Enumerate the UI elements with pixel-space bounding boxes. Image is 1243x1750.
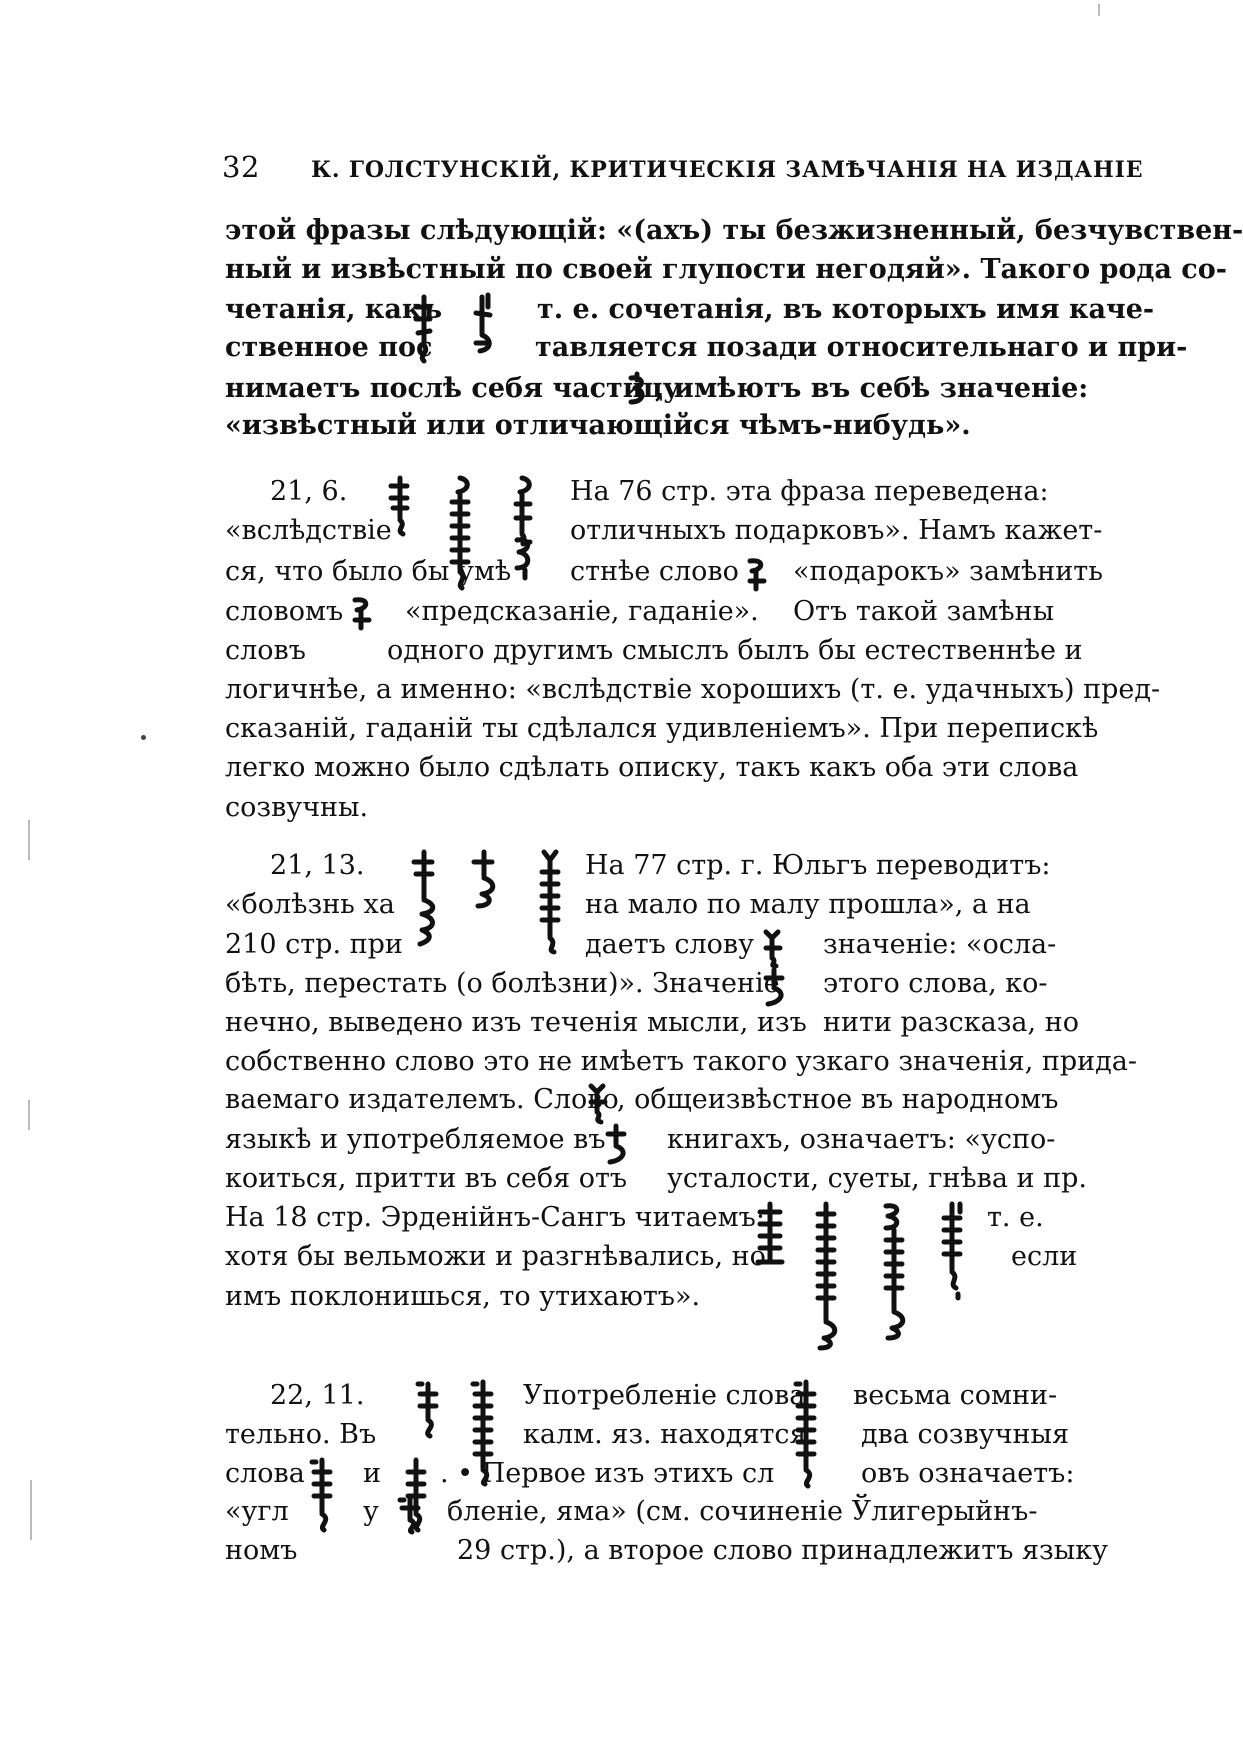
text-line	[225, 1159, 1087, 1199]
mongolian-script-word	[468, 848, 500, 910]
text-span: На 76 стр. эта фраза переведена:	[570, 476, 1049, 507]
text-line: этой фразы слѣдующій: «(ахъ) ты безжизненный, безчувствен-	[225, 215, 1243, 246]
text-span: даетъ слову	[585, 929, 755, 960]
text-span: у	[363, 1496, 379, 1527]
text-span: книгахъ, означаетъ: «успо-	[667, 1124, 1056, 1155]
text-span: «подарокъ» замѣнить	[793, 556, 1103, 587]
text-line	[225, 290, 1155, 330]
margin-mark	[1098, 4, 1100, 16]
text-span: бѣть, перестать (о болѣзни)». Значеніе	[225, 968, 780, 999]
text-line	[225, 552, 1103, 592]
text-span: 210 стр. при	[225, 929, 403, 960]
text-span: номъ	[225, 1535, 298, 1566]
mongolian-script-word	[583, 1082, 611, 1124]
text-line	[225, 472, 1060, 512]
text-span: ственное пос	[225, 332, 433, 363]
text-span: и	[363, 1458, 381, 1489]
text-line	[225, 1198, 1060, 1238]
text-span: ваемаго издателемъ. Слово	[225, 1084, 619, 1115]
text-span: языкѣ и употребляемое въ	[225, 1124, 606, 1155]
text-line: логичнѣе, а именно: «вслѣдствіе хорошихъ (т. е. удачныхъ) пред-	[225, 674, 1161, 705]
text-line: сказаній, гаданій ты сдѣлался удивленіемъ». При перепискѣ	[225, 713, 1099, 744]
text-span: бленіе, яма» (см. сочиненіе Ўлигерыйнъ-	[447, 1496, 1038, 1527]
mongolian-script-word	[394, 1494, 424, 1534]
mongolian-script-word	[878, 1200, 910, 1340]
mongolian-script-word	[509, 534, 537, 580]
text-span: тельно. Въ	[225, 1419, 377, 1450]
text-line	[225, 1376, 1060, 1416]
text-span: На 77 стр. г. Юльгъ переводитъ:	[585, 850, 1051, 881]
text-span: 29 стр.), а второе слово принадлежитъ языку	[457, 1535, 1108, 1566]
text-line	[225, 1492, 1060, 1532]
mongolian-script-word	[470, 293, 498, 357]
text-span: Отъ такой замѣны	[793, 596, 1055, 627]
text-span: коиться, притти въ себя отъ	[225, 1163, 628, 1194]
text-span: на мало по малу прошла», а на	[585, 889, 1031, 920]
text-span: т. е.	[987, 1202, 1044, 1233]
mongolian-script-word	[938, 1200, 970, 1300]
text-line	[225, 1415, 1070, 1455]
text-span: этого слова, ко-	[823, 968, 1048, 999]
text-span: «болѣзнь ха	[225, 889, 395, 920]
margin-mark	[28, 820, 30, 860]
text-span: значеніе: «осла-	[823, 929, 1057, 960]
text-line	[225, 1080, 1060, 1120]
text-span: стнѣе слово	[570, 556, 739, 587]
text-span: весьма сомни-	[853, 1380, 1058, 1411]
text-line	[225, 925, 1060, 965]
text-line	[225, 511, 1103, 551]
text-span: тавляется позади относительнаго и при-	[535, 332, 1188, 363]
running-title: К. ГОЛСТУНСКІЙ, КРИТИЧЕСКІЯ ЗАМѢЧАНІЯ НА ИЗДАНІЕ	[311, 157, 1144, 183]
text-line	[225, 1454, 1075, 1494]
mongolian-script-word	[412, 1378, 444, 1440]
mongolian-script-word	[444, 474, 476, 590]
mongolian-script-word	[810, 1200, 842, 1350]
text-line	[225, 1237, 1078, 1277]
mongolian-script-word	[600, 1122, 630, 1166]
text-span: На 18 стр. Эрденійнъ-Сангъ читаемъ:	[225, 1202, 765, 1233]
text-span: ся, что было бы умѣ	[225, 556, 512, 587]
mongolian-script-word	[410, 293, 438, 365]
page-number: 32	[222, 150, 260, 184]
text-span: . • Первое изъ этихъ сл	[440, 1458, 775, 1489]
reference: 22, 11.	[270, 1380, 365, 1411]
text-span: «предсказаніе, гаданіе».	[405, 596, 759, 627]
text-line	[225, 1120, 1060, 1160]
text-span: отличныхъ подарковъ». Намъ кажет-	[570, 515, 1103, 546]
text-span: т. е. сочетанія, въ которыхъ имя каче-	[537, 294, 1155, 325]
text-span: Употребленіе слова	[523, 1380, 806, 1411]
text-span: «вслѣдствіе	[225, 515, 392, 546]
text-line	[225, 846, 1060, 886]
reference: 21, 13.	[270, 850, 365, 881]
text-line: имъ поклонишься, то утихаютъ».	[225, 1281, 701, 1312]
text-span: слова	[225, 1458, 305, 1489]
mongolian-script-word	[790, 1378, 822, 1490]
mongolian-script-word	[758, 966, 788, 1008]
text-span: хотя бы вельможи и разгнѣвались, но	[225, 1241, 766, 1272]
text-span: , общеизвѣстное въ народномъ	[617, 1084, 1059, 1115]
mongolian-script-word	[754, 1200, 786, 1270]
text-line: «извѣстный или отличающійся чѣмъ-нибудь».	[225, 410, 971, 441]
text-span: «угл	[225, 1496, 289, 1527]
text-span: нити разсказа, но	[823, 1007, 1079, 1038]
margin-mark	[141, 735, 146, 740]
mongolian-script-word	[385, 474, 415, 536]
reference: 21, 6.	[270, 476, 348, 507]
mongolian-script-word	[306, 1456, 338, 1534]
mongolian-script-word	[408, 848, 440, 948]
text-line: легко можно было сдѣлать описку, такъ какъ оба эти слова	[225, 752, 1079, 783]
text-span: два созвучныя	[861, 1419, 1070, 1450]
mongolian-script-word	[534, 848, 564, 954]
text-line	[225, 631, 1083, 671]
text-line: созвучны.	[225, 792, 369, 823]
margin-mark	[28, 1100, 30, 1130]
text-line	[225, 1531, 1108, 1571]
margin-mark	[30, 1480, 32, 1540]
text-line: собственно слово это не имѣетъ такого узкаго значенія, прида-	[225, 1046, 1137, 1077]
text-span: одного другимъ смыслъ былъ бы естественнѣе и	[387, 635, 1083, 666]
text-line: ный и извѣстный по своей глупости негодяй». Такого рода со-	[225, 254, 1227, 285]
mongolian-script-word	[758, 928, 786, 968]
mongolian-script-word	[742, 555, 770, 595]
mongolian-script-word	[467, 1378, 499, 1486]
text-line	[225, 328, 1188, 368]
text-span: если	[1011, 1241, 1078, 1272]
text-span: , имѣютъ въ себѣ значеніе:	[655, 373, 1089, 404]
text-span: овъ означаетъ:	[861, 1458, 1075, 1489]
text-span: словъ	[225, 635, 306, 666]
running-head	[222, 150, 1144, 186]
text-line	[225, 1003, 1079, 1043]
mongolian-script-word	[623, 372, 649, 408]
text-span: словомъ	[225, 596, 344, 627]
text-span: калм. яз. находятся	[523, 1419, 807, 1450]
text-line	[225, 964, 1060, 1004]
text-span: нечно, выведено изъ теченія мысли, изъ	[225, 1007, 807, 1038]
text-span: четанія, какъ	[225, 294, 443, 325]
text-line	[225, 885, 1060, 925]
text-span: усталости, суеты, гнѣва и пр.	[667, 1163, 1087, 1194]
text-span: нимаетъ послѣ себя частицу	[225, 373, 681, 404]
mongolian-script-word	[347, 594, 375, 634]
